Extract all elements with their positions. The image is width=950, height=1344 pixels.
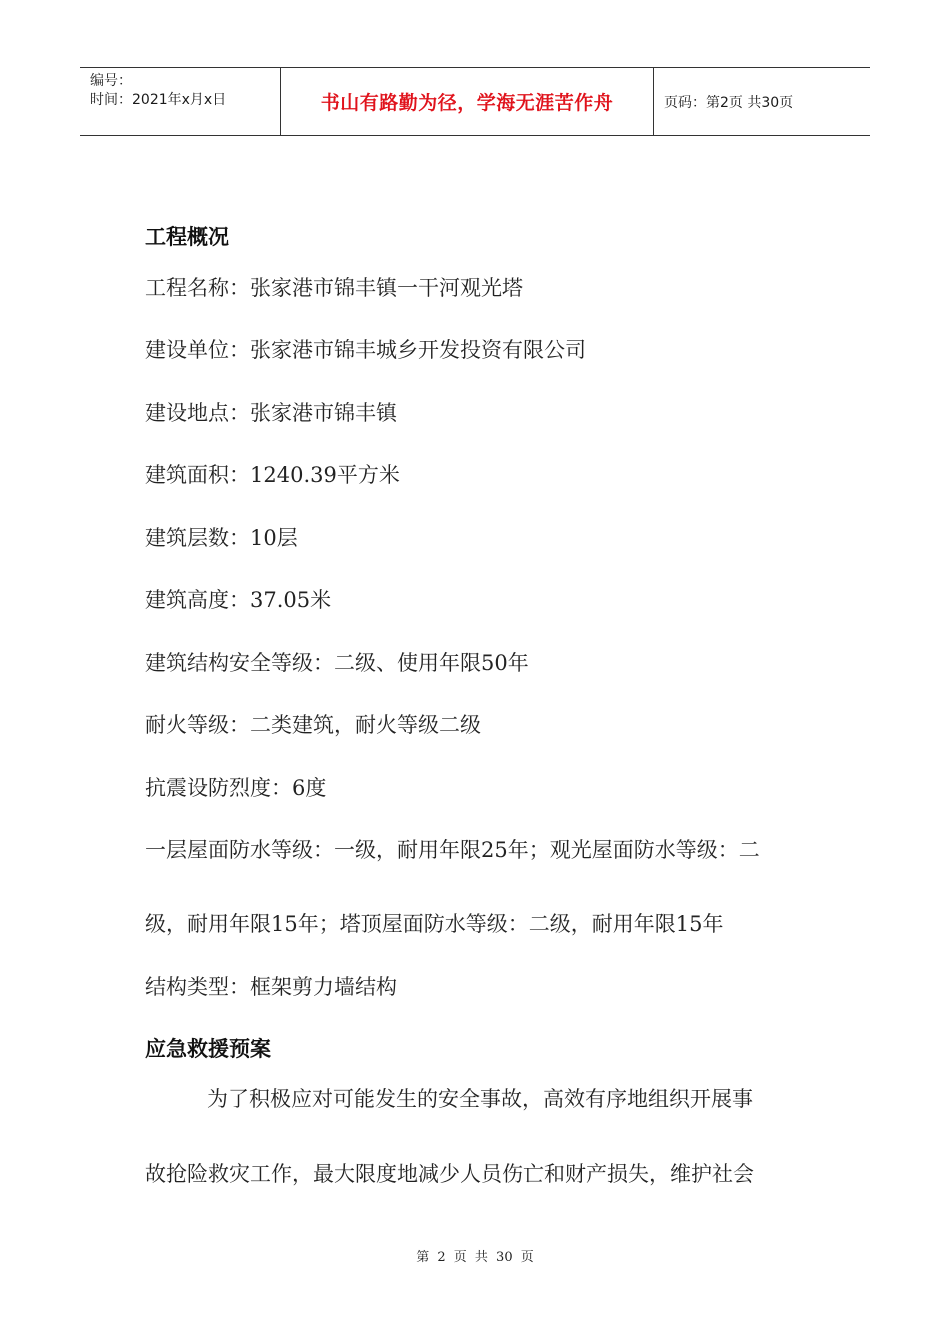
page-header [80,67,870,136]
floor-count-line: 建筑层数：10层 [145,526,298,550]
header-motto: 书山有路勤为径，学海无涯苦作舟 [281,68,654,135]
floor-area-line: 建筑面积：1240.39平方米 [145,463,400,487]
header-meta [80,68,281,135]
paragraph-line-1: 为了积极应对可能发生的安全事故，高效有序地组织开展事 [207,1087,753,1111]
header-page-info: 页码：第2页 共30页 [664,94,794,111]
waterproof-line-2: 级，耐用年限15年；塔顶屋面防水等级：二级，耐用年限15年 [145,912,724,936]
safety-grade-line: 建筑结构安全等级：二级、使用年限50年 [145,651,529,675]
structure-type-line: 结构类型：框架剪力墙结构 [145,975,397,999]
waterproof-line-1: 一层屋面防水等级：一级，耐用年限25年；观光屋面防水等级：二 [145,838,760,862]
seismic-line: 抗震设防烈度：6度 [145,776,327,800]
section-title-emergency-plan: 应急救援预案 [145,1037,271,1061]
section-title-project-overview: 工程概况 [145,225,229,249]
location-line: 建设地点：张家港市锦丰镇 [145,401,397,425]
document-date: 时间：2021年x月x日 [90,92,227,108]
building-height-line: 建筑高度：37.05米 [145,588,332,612]
project-name-line: 工程名称：张家港市锦丰镇一干河观光塔 [145,276,523,300]
fire-rating-line: 耐火等级：二类建筑，耐火等级二级 [145,713,481,737]
document-number-label: 编号： [90,73,132,89]
paragraph-line-2: 故抢险救灾工作，最大限度地减少人员伤亡和财产损失，维护社会 [145,1162,754,1186]
page-footer: 第 2 页 共 30 页 [416,1250,534,1265]
developer-line: 建设单位：张家港市锦丰城乡开发投资有限公司 [145,338,586,362]
